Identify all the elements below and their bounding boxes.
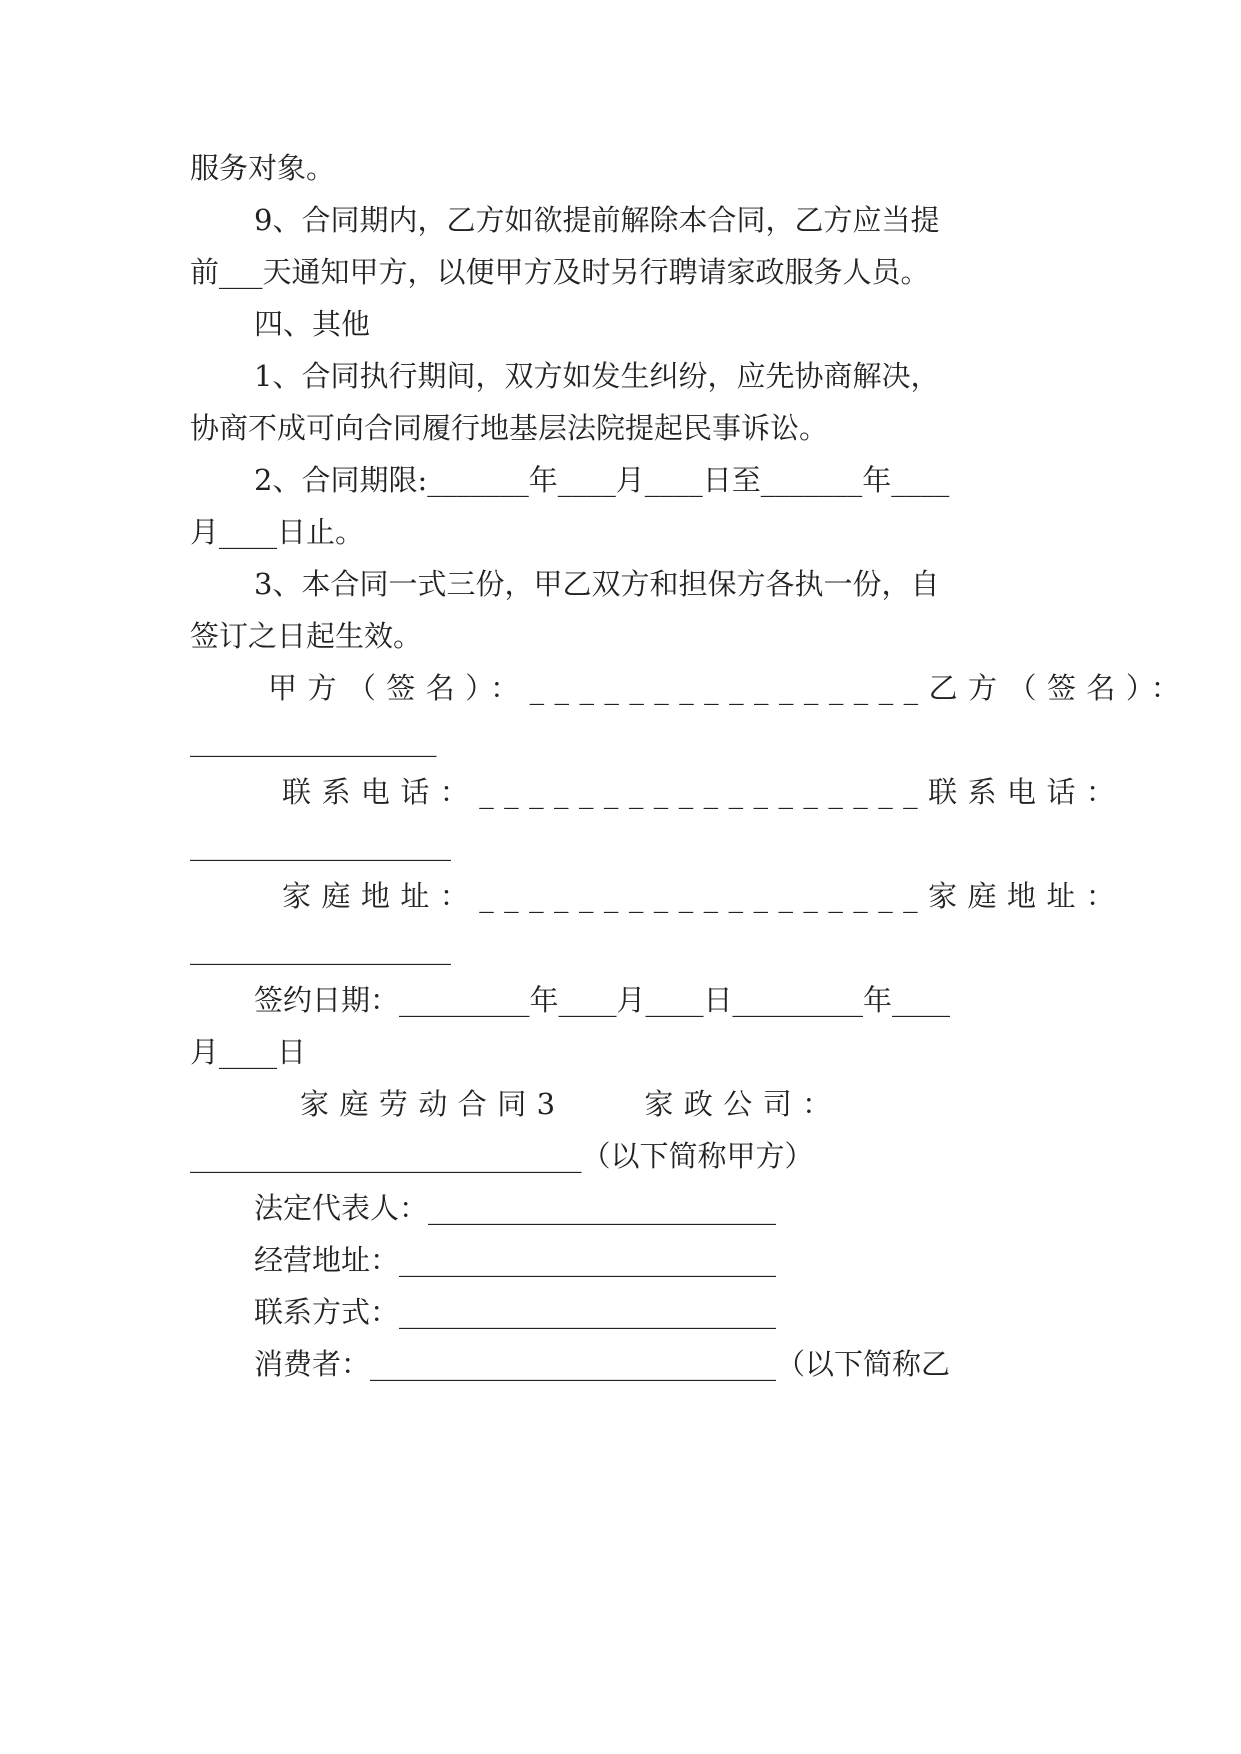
address-line: 家庭地址：__________________家庭地址： — [282, 879, 1126, 913]
clause-9-line-1: 9、合同期内，乙方如欲提前解除本合同，乙方应当提 — [254, 203, 940, 237]
consumer-line: 消费者：____________________________（以下简称乙 — [254, 1347, 951, 1381]
clause-2-line-2: 月____日止。 — [190, 515, 365, 549]
contact-method-line: 联系方式：__________________________ — [254, 1295, 777, 1329]
clause-3-line-1: 3、本合同一式三份，甲乙双方和担保方各执一份，自 — [254, 567, 940, 601]
signing-date-line-2: 月____日 — [190, 1035, 307, 1069]
phone-blank: __________________ — [190, 827, 451, 861]
clause-3-line-2: 签订之日起生效。 — [190, 619, 423, 653]
signature-blank: _________________ — [190, 723, 437, 757]
legal-representative-line: 法定代表人：________________________ — [254, 1191, 777, 1225]
address-blank: __________________ — [190, 931, 451, 965]
signature-line: 甲方（签名）：________________乙方（签名）： — [268, 671, 1191, 705]
section-heading-other: 四、其他 — [254, 307, 371, 341]
clause-1-line-2: 协商不成可向合同履行地基层法院提起民事诉讼。 — [190, 411, 829, 445]
business-address-line: 经营地址：__________________________ — [254, 1243, 777, 1277]
clause-2-line-1: 2、合同期限:_______年____月____日至_______年____ — [254, 463, 950, 497]
signing-date-line-1: 签约日期：_________年____月____日_________年____ — [254, 983, 951, 1017]
clause-1-line-1: 1、合同执行期间，双方如发生纠纷，应先协商解决， — [254, 359, 940, 393]
clause-9-line-2: 前___天通知甲方，以便甲方及时另行聘请家政服务人员。 — [190, 255, 930, 289]
contract-title-line: 家庭劳动合同3 家政公司： — [300, 1087, 842, 1121]
phone-line: 联系电话：__________________联系电话： — [282, 775, 1126, 809]
party-a-line: ___________________________（以下简称甲方） — [190, 1139, 814, 1173]
text-line: 服务对象。 — [190, 151, 336, 185]
